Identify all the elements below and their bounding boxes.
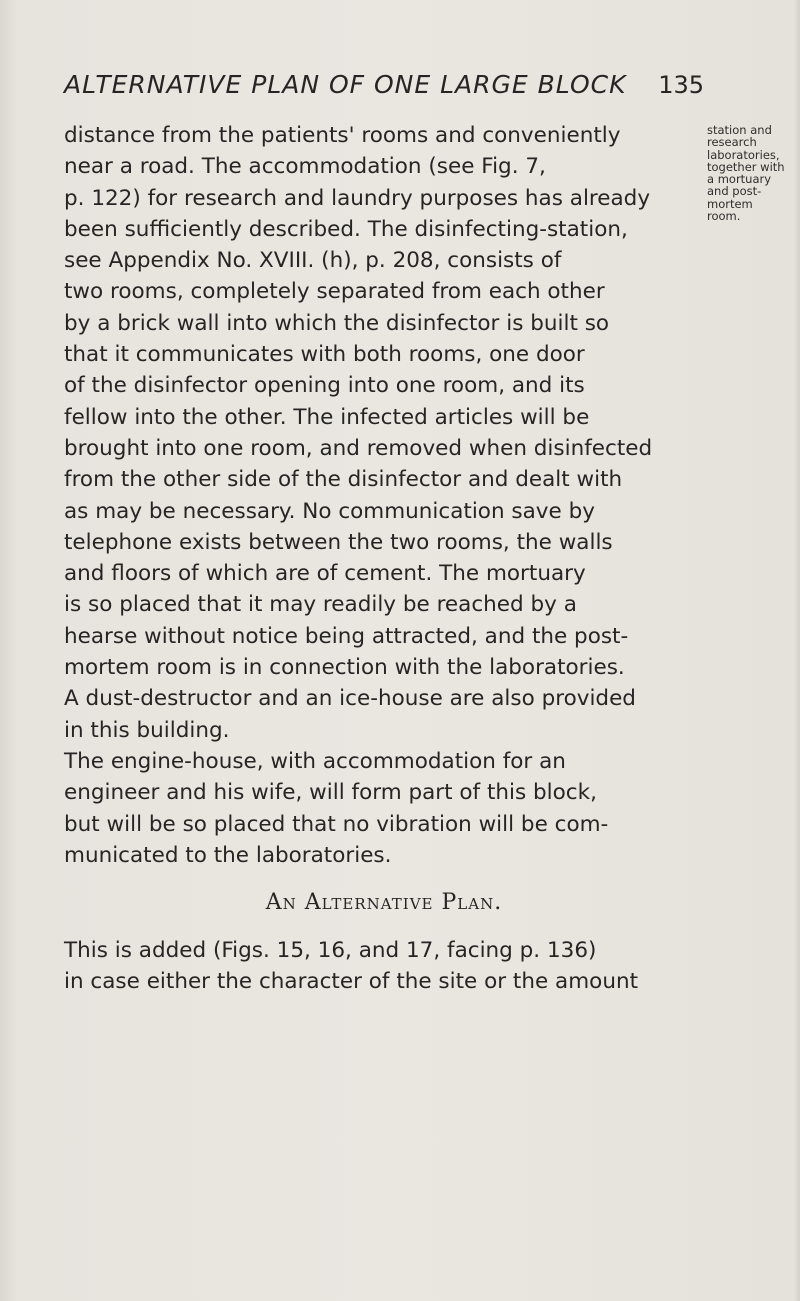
text-line: in case either the character of the site or the amount (64, 969, 639, 995)
text-line: This is added (Figs. 15, 16, and 17, facing p. 136) (64, 938, 597, 964)
margin-note-line: station and (707, 123, 772, 137)
text-line: that it communicates with both rooms, one door (64, 342, 585, 368)
page-number: 135 (658, 71, 704, 99)
text-line: telephone exists between the two rooms, the walls (64, 529, 613, 555)
text-line: brought into one room, and removed when disinfected (64, 435, 653, 461)
margin-notes (707, 124, 799, 222)
text-line: by a brick wall into which the disinfector is built so (64, 310, 610, 336)
text-line: p. 122) for research and laundry purposes has already (64, 185, 651, 211)
margin-note-line: together with (707, 159, 785, 174)
text-line: near a road. The accommodation (see Fig. 7, (64, 154, 546, 180)
text-line: distance from the patients' rooms and conveniently (64, 123, 621, 148)
text-line: A dust-destructor and an ice-house are also provided (64, 686, 636, 712)
page-header (64, 70, 704, 99)
text-line: The engine-house, with accommodation for an (64, 748, 566, 774)
text-line: two rooms, completely separated from each other (64, 279, 605, 305)
text-line: in this building. (64, 717, 230, 743)
margin-note-line: and post- (707, 184, 762, 199)
text-line: from the other side of the disinfector and dealt with (64, 467, 623, 493)
body-text (64, 120, 704, 998)
margin-note-line: research (707, 135, 757, 150)
text-line: and floors of which are of cement. The mortuary (64, 561, 586, 587)
margin-note-line: laboratories, (707, 147, 780, 162)
text-line: of the disinfector opening into one room, and its (64, 373, 585, 399)
paragraph-1 (64, 120, 704, 746)
margin-note-line: room. (707, 209, 741, 224)
text-line: see Appendix No. XVIII. (h), p. 208, consists of (64, 248, 562, 274)
text-line: been sufficiently described. The disinfecting-station, (64, 216, 628, 242)
margin-note-line: a mortuary (707, 172, 772, 187)
text-line: fellow into the other. The infected articles will be (64, 404, 590, 430)
text-line: municated to the laboratories. (64, 842, 392, 868)
text-line: mortem room is in connection with the laboratories. (64, 655, 625, 681)
text-line: is so placed that it may readily be reached by a (64, 592, 577, 618)
margin-note-line: mortem (707, 196, 753, 211)
text-line: hearse without notice being attracted, and the post- (64, 623, 629, 649)
running-title: ALTERNATIVE PLAN OF ONE LARGE BLOCK (64, 70, 627, 99)
text-line: engineer and his wife, will form part of this block, (64, 780, 597, 806)
paragraph-2 (64, 746, 704, 871)
page-edge-shadow (794, 0, 800, 1301)
section-heading: An Alternative Plan. (265, 890, 503, 916)
paragraph-3 (64, 935, 704, 998)
text-line: as may be necessary. No communication save by (64, 498, 595, 524)
text-line: but will be so placed that no vibration will be com- (64, 811, 609, 837)
